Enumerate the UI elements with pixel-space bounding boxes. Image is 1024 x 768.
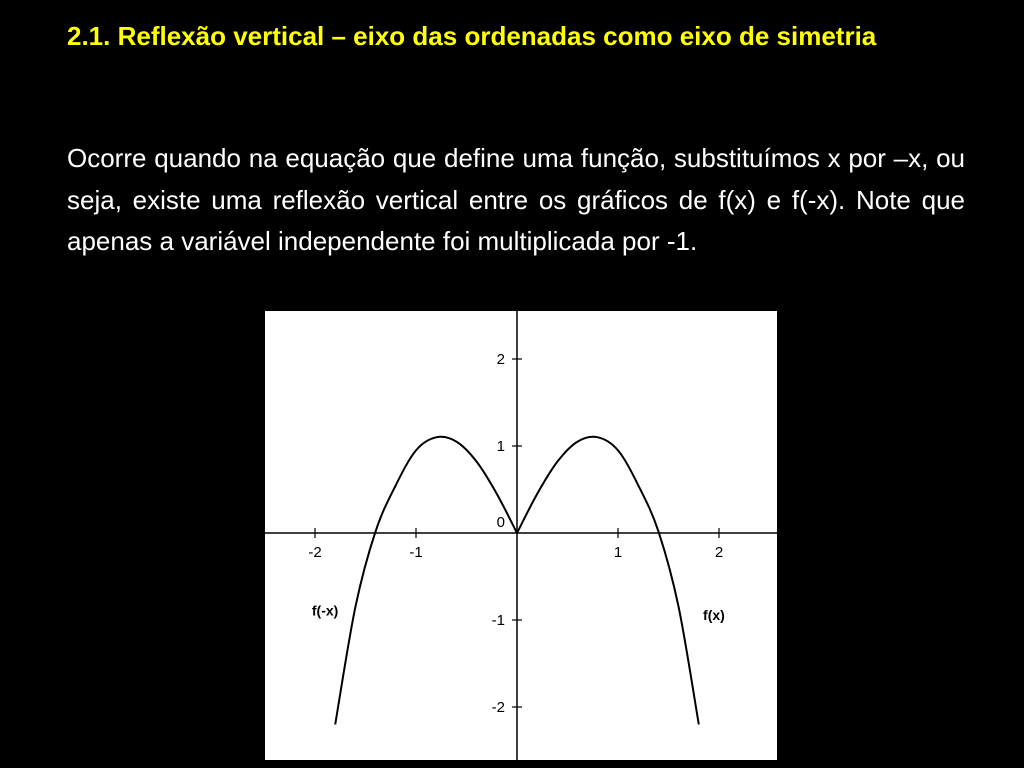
y-tick-label: -1 [491, 612, 505, 629]
y-tick-label: 2 [496, 351, 505, 368]
curve-label: f(-x) [311, 602, 339, 619]
curve-f-neg-x [335, 437, 517, 725]
x-tick-label: 1 [613, 544, 623, 561]
y-tick-label: -2 [491, 699, 505, 716]
y-tick-label: 0 [496, 514, 505, 531]
slide-heading: 2.1. Reflexão vertical – eixo das ordenadas como eixo de simetria [67, 21, 877, 51]
curve-f-x [517, 437, 699, 725]
x-tick-label: -1 [409, 544, 423, 561]
x-tick-label: -2 [308, 544, 322, 561]
x-tick-label: 2 [714, 544, 724, 561]
curve-label: f(x) [703, 607, 725, 623]
reflection-graph [265, 311, 777, 760]
y-tick-label: 1 [496, 438, 505, 455]
graph-svg [265, 311, 777, 760]
slide-paragraph: Ocorre quando na equação que define uma função, substituímos x por –x, ou seja, existe uma reflexão vertical entre os gráficos de f(x) e f(-x). Note que apenas a variável independente foi multiplicada por -1. [67, 143, 965, 256]
